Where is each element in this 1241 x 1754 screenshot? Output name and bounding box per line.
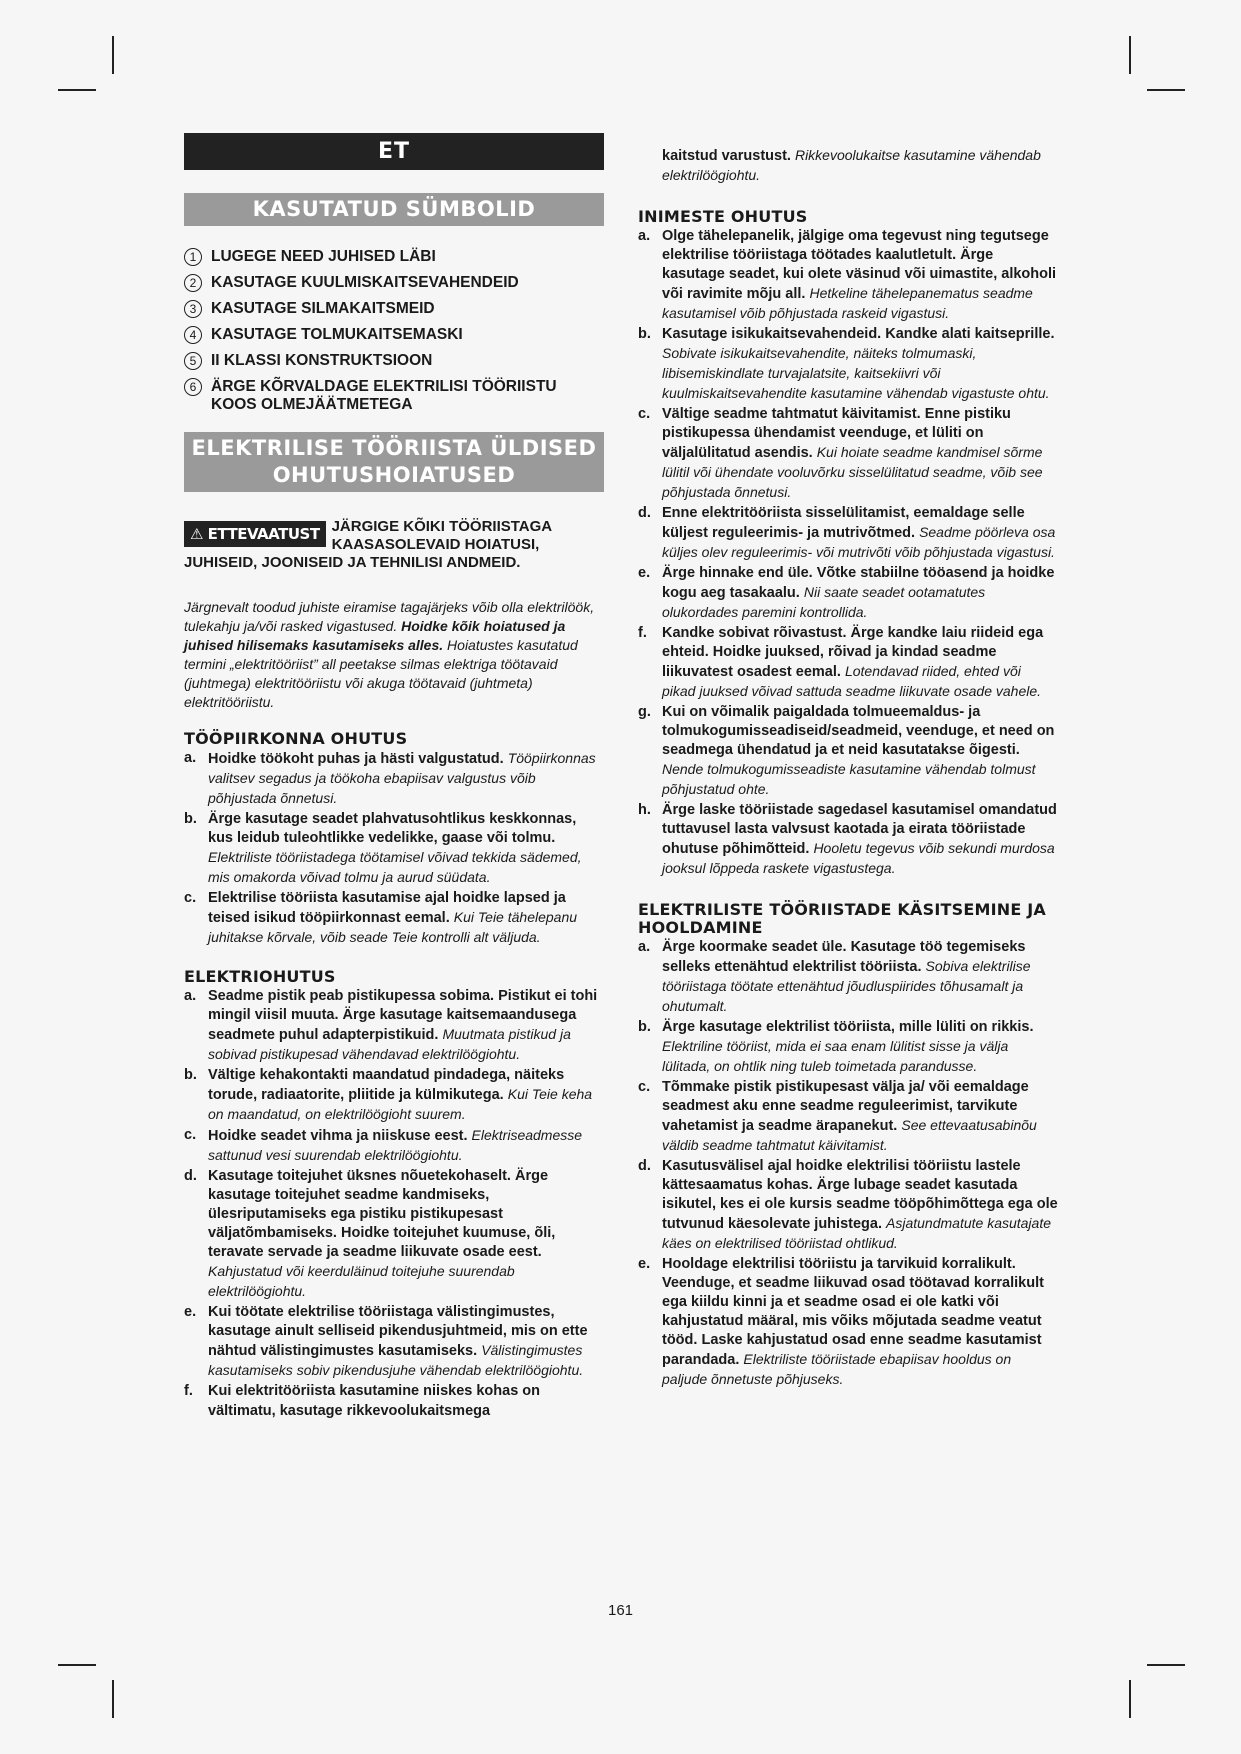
symbol-item xyxy=(184,248,604,266)
page-number: 161 xyxy=(607,1602,634,1619)
left-column xyxy=(184,133,604,1421)
symbol-item xyxy=(184,352,604,370)
list-item: c. Hoidke seadet vihma ja niiskuse eest. Elektriseadmesse sattunud vesi suurendab elektrilöögiohtu. xyxy=(184,1127,583,1163)
crop-mark xyxy=(58,1664,96,1666)
warning-block xyxy=(184,518,604,572)
handling-section xyxy=(638,901,1058,1390)
list-item: c. Elektrilise tööriista kasutamise ajal hoidke lapsed ja teised isikud tööpiirkonnast eemal. Kui Teie tähelepanu juhitakse kõrvale, võib seade Teie kontrolli alt väljuda. xyxy=(184,890,578,945)
language-header: ET xyxy=(184,133,604,170)
symbols-title: KASUTATUD SÜMBOLID xyxy=(184,193,604,226)
list-item: b. Kasutage isikukaitsevahendeid. Kandke alati kaitseprille. Sobivate isikukaitsevahendite, näiteks tolmumaski, libisemiskindlate turvajalatsite, kaitsekiivri või kuulmiskaitsevahendite kasutamine vähendab vigastuste ohtu. xyxy=(638,326,1055,401)
symbol-item xyxy=(184,300,604,318)
list-item: e. Ärge hinnake end üle. Võtke stabiilne tööasend ja hoidke kogu aeg tasakaalu. Nii saate seadet ootamatutes olukordades paremini kontrollida. xyxy=(638,565,1055,620)
list-item: a. Olge tähelepanelik, jälgige oma tegevust ning tegutsege elektrilise tööriistaga töötades kaalutletult. Ärge kasutage seadet, kui olete väsinud või uimastite, alkoholi või ravimite mõju all. Hetkeline tähelepanematus seadme kasutamisel võib põhjustada raskeid vigastusi. xyxy=(638,228,1057,321)
warning-badge: ⚠ ETTEVAATUST xyxy=(184,521,326,547)
list-item: c. Vältige seadme tahtmatut käivitamist. Enne pistiku pistikupessa ühendamist veenduge, et lüliti on väljalülitatud asendis. Kui hoiate seadme kandmisel sõrme lülitil või ühendate vooluvõrku sisselülitatud seadme, võib see põhjustada õnnetusi. xyxy=(638,406,1043,500)
number-circle-icon: 3 xyxy=(184,300,202,318)
crop-mark xyxy=(58,89,96,91)
list-item: f. Kandke sobivat rõivastust. Ärge kandke laiu riideid ega ehteid. Hoidke juuksed, rõivad ja kindad seadme liikuvatest osadest eemal. Lotendavad riided, ehted või pikad juuksed võivad sattuda seadme liikuvate osade vahele. xyxy=(638,625,1044,699)
warning-text: JÄRGIGE KÕIKI TÖÖRIISTAGA KAASASOLEVAID HOIATUSI, JUHISEID, JOONISEID JA TEHNILISI ANDMEID. xyxy=(184,518,552,571)
number-circle-icon: 4 xyxy=(184,326,202,344)
section-heading: TÖÖPIIRKONNA OHUTUS xyxy=(184,729,408,748)
symbol-item xyxy=(184,274,604,292)
safety-title: ELEKTRILISE TÖÖRIISTA ÜLDISED OHUTUSHOIATUSED xyxy=(184,432,604,492)
electrical-section xyxy=(184,968,604,1421)
list-item-continued: kaitstud varustust. Rikkevoolukaitse kasutamine vähendab elektrilöögiohtu. xyxy=(662,147,1041,183)
list-item: c. Tõmmake pistik pistikupesast välja ja/ või eemaldage seadmest aku enne seadme reguleerimist, tarvikute vahetamist ja seadme ärapanekut. See ettevaatusabinõu väldib seadme tahtmatut käivitamist. xyxy=(638,1079,1037,1153)
list-item: d. Enne elektritööriista sisselülitamist, eemaldage selle küljest reguleerimis- ja mutrivõtmed. Seadme pöörleva osa küljes olev reguleerimis- või mutrivõti võib põhjustada vigastusi. xyxy=(638,505,1056,560)
section-heading: ELEKTRILISTE TÖÖRIISTADE KÄSITSEMINE JA HOOLDAMINE xyxy=(638,900,1046,937)
symbol-label: II KLASSI KONSTRUKTSIOON xyxy=(211,352,433,369)
section-heading: INIMESTE OHUTUS xyxy=(638,207,808,226)
crop-mark xyxy=(1129,1680,1131,1718)
symbol-label: KASUTAGE SILMAKAITSMEID xyxy=(211,300,435,317)
list-item: a. Ärge koormake seadet üle. Kasutage töö tegemiseks selleks ettenähtud elektrilist tööriista. Sobiva elektrilise tööriistaga töötate ettenähtud jõudluspiirides tõhusamalt ja ohutumalt. xyxy=(638,939,1031,1014)
list-item: f. Kui elektritööriista kasutamine niiskes kohas on vältimatu, kasutage rikkevoolukaitsmega xyxy=(184,1383,540,1419)
number-circle-icon: 1 xyxy=(184,248,202,266)
crop-mark xyxy=(112,1680,114,1718)
personal-safety-section xyxy=(638,208,1058,879)
list-item: e. Hooldage elektrilisi tööriistu ja tarvikuid korralikult. Veenduge, et seadme liikuvad osad töötavad korralikult ega kiildu kinni ja et seadme osad ei ole katki või kahjustatud määral, mis võiks mõjutada seadme veatut tööd. Laske kahjustatud osad enne seadme kasutamist parandada. Elektriliste tööriistade ebapiisav hooldus on paljude õnnetuste põhjuseks. xyxy=(638,1256,1044,1387)
list-item: a. Seadme pistik peab pistikupessa sobima. Pistikut ei tohi mingil viisil muuta. Ärge kasutage kaitsemaandusega seadmete puhul adapterpistikuid. Muutmata pistikud ja sobivad pistikupesad vähendavad elektrilöögiohtu. xyxy=(184,988,598,1062)
list-item: d. Kasutusvälisel ajal hoidke elektrilisi tööriistu lastele kättesaamatus kohas. Ärge lubage seadet kasutada isikutel, kes ei ole kursis seadme tööpõhimõttega ega ole tutvunud käesolevate juhistega. Asjatundmatute kasutajate käes on elektrilised tööriistad ohtlikud. xyxy=(638,1158,1058,1251)
crop-mark xyxy=(1147,89,1185,91)
crop-mark xyxy=(112,36,114,74)
symbol-label: KASUTAGE KUULMISKAITSEVAHENDEID xyxy=(211,274,519,291)
symbol-label: LUGEGE NEED JUHISED LÄBI xyxy=(211,248,436,265)
list-item: a. Hoidke töökoht puhas ja hästi valgustatud. Tööpiirkonnas valitsev segadus ja töökoha ebapiisav valgustus võib põhjustada õnnetusi. xyxy=(184,750,596,806)
number-circle-icon: 2 xyxy=(184,274,202,292)
symbol-label: ÄRGE KÕRVALDAGE ELEKTRILISI TÖÖRIISTU KOOS OLMEJÄÄTMETEGA xyxy=(211,378,557,413)
crop-mark xyxy=(1129,36,1131,74)
symbol-label: KASUTAGE TOLMUKAITSEMASKI xyxy=(211,326,463,343)
list-item: b. Vältige kehakontakti maandatud pindadega, näiteks torude, radiaatorite, pliitide ja külmikutega. Kui Teie keha on maandatud, on elektrilöögioht suurem. xyxy=(184,1067,593,1122)
right-column xyxy=(638,145,1058,1390)
list-item: d. Kasutage toitejuhet üksnes nõuetekohaselt. Ärge kasutage toitejuhet seadme kandmiseks, ülesriputamiseks ega pistiku pistikupesast väljatõmbamiseks. Hoidke toitejuhet kuumuse, õli, teravate servade ja seadme liikuvate osade eest. Kahjustatud või keerduläinud toitejuhe suurendab elektrilöögiohtu. xyxy=(184,1168,556,1299)
number-circle-icon: 5 xyxy=(184,352,202,370)
number-circle-icon: 6 xyxy=(184,378,202,396)
list-item: b. Ärge kasutage elektrilist tööriista, mille lüliti on rikkis. Elektriline tööriist, mida ei saa enam lülitist sisse ja välja lülitada, on ohtlik ning tuleb toimetada parandusse. xyxy=(638,1019,1034,1074)
symbol-item xyxy=(184,378,604,414)
list-item: e. Kui töötate elektrilise tööriistaga välistingimustes, kasutage ainult selliseid pikendusjuhtmeid, mis on ette nähtud välistingimustes kasutamiseks. Välistingimustes kasutamiseks sobiv pikendusjuhe vähendab elektrilöögiohtu. xyxy=(184,1304,588,1378)
list-item: h. Ärge laske tööriistade sagedasel kasutamisel omandatud tuttavusel lasta valvsust kaotada ja eirata tööriistade ohutuse põhimõtteid. Hooletu tegevus võib sekundi murdosa jooksul lõppeda raskete vigastustega. xyxy=(638,802,1057,876)
intro-paragraph: Järgnevalt toodud juhiste eiramise tagajärjeks võib olla elektrilöök, tulekahju ja/või rasked vigastused. Hoidke kõik hoiatused ja juhised hilisemaks kasutamiseks alles. Hoiatustes kasutatud termini „elektritööriist” all peetakse silmas elektriga töötavaid (juhtmega) elektritööriistu või akuga töötavaid (juhtmeta) elektritööriistu. xyxy=(184,599,595,710)
work-area-section xyxy=(184,730,604,948)
crop-mark xyxy=(1147,1664,1185,1666)
symbols-list xyxy=(184,248,604,414)
section-heading: ELEKTRIOHUTUS xyxy=(184,967,336,986)
symbol-item xyxy=(184,326,604,344)
list-item: g. Kui on võimalik paigaldada tolmueemaldus- ja tolmukogumisseadiseid/seadmeid, veenduge, et need on seadmega ühendatud ja et neid kasutatakse õigesti. Nende tolmukogumisseadiste kasutamine vähendab tolmust põhjustatud ohte. xyxy=(638,704,1055,797)
list-item: b. Ärge kasutage seadet plahvatusohtlikus keskkonnas, kus leidub tuleohtlikke vedelikke, gaase või tolmu. Elektriliste tööriistadega töötamisel võivad tekkida sädemed, mis omakorda võivad tolmu ja aurud süüdata. xyxy=(184,811,582,885)
